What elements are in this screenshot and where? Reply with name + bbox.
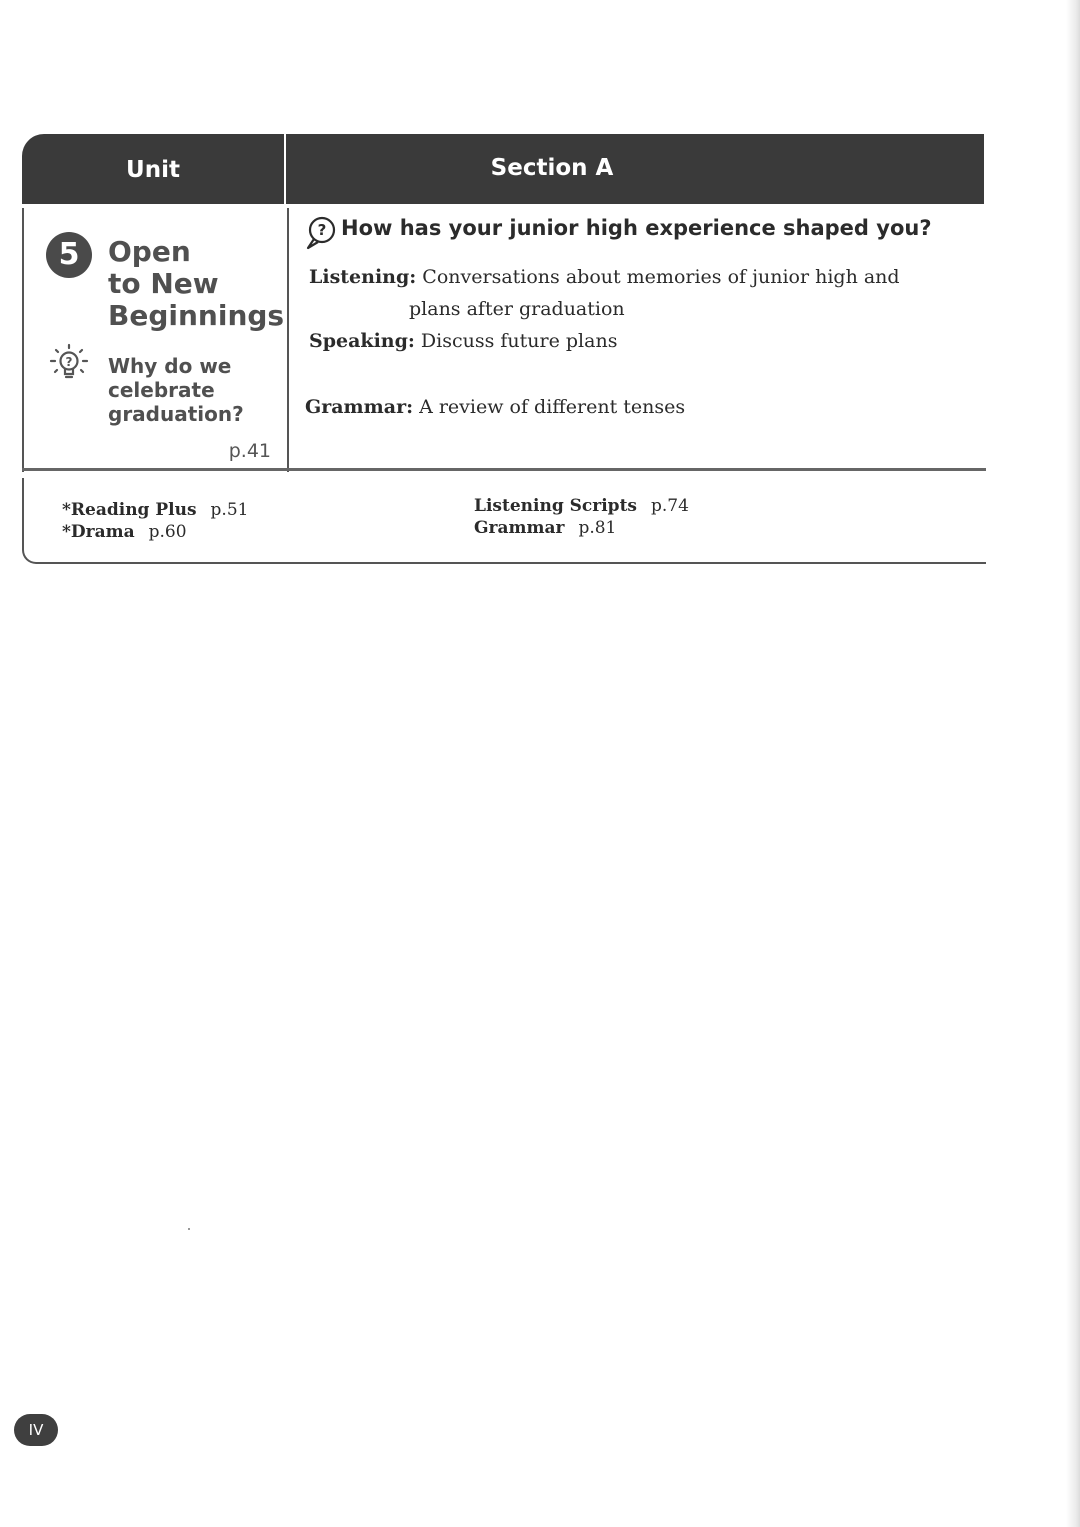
lightbulb-icon bbox=[48, 342, 90, 386]
unit-title[interactable] bbox=[108, 236, 284, 332]
unit-cell bbox=[22, 208, 289, 472]
table-of-contents bbox=[22, 128, 986, 568]
unit-page-number[interactable]: p.41 bbox=[228, 440, 271, 462]
section-a-cell bbox=[287, 208, 984, 472]
speaking-label: Speaking: bbox=[309, 330, 415, 352]
appendix-item-listening-scripts[interactable] bbox=[474, 496, 689, 516]
svg-text:?: ? bbox=[317, 221, 327, 239]
section-question: How has your junior high experience shaped you? bbox=[341, 216, 932, 240]
page-edge-shadow bbox=[1066, 0, 1080, 1527]
appendix-item-name: Listening Scripts bbox=[474, 496, 637, 516]
appendix-item-page: p.81 bbox=[578, 518, 617, 538]
grammar-label: Grammar: bbox=[305, 396, 414, 418]
appendix-item-drama[interactable] bbox=[62, 522, 187, 542]
unit-big-question bbox=[108, 354, 244, 426]
appendix-item-page: p.51 bbox=[210, 500, 249, 520]
speaking-text: Discuss future plans bbox=[420, 330, 618, 352]
table-divider bbox=[22, 468, 986, 471]
grammar-text: A review of different tenses bbox=[419, 396, 686, 418]
unit-number-badge: 5 bbox=[46, 232, 92, 278]
unit-question-line: graduation? bbox=[108, 402, 244, 426]
appendix-item-name: *Drama bbox=[62, 522, 135, 542]
svg-text:?: ? bbox=[65, 355, 73, 369]
appendix-item-reading-plus[interactable] bbox=[62, 500, 248, 520]
appendix-item-name: *Reading Plus bbox=[62, 500, 197, 520]
appendix-item-page: p.60 bbox=[148, 522, 187, 542]
speaking-row bbox=[309, 330, 617, 352]
scan-speck bbox=[188, 1228, 190, 1230]
page-number-badge: IV bbox=[14, 1414, 58, 1446]
unit-title-line: Open bbox=[108, 235, 191, 268]
appendix-row bbox=[22, 478, 986, 564]
unit-question-line: celebrate bbox=[108, 378, 215, 402]
unit-question-line: Why do we bbox=[108, 354, 232, 378]
appendix-item-grammar[interactable] bbox=[474, 518, 616, 538]
listening-label: Listening: bbox=[309, 266, 417, 288]
listening-text: Conversations about memories of junior high and bbox=[422, 266, 900, 288]
table-header bbox=[22, 134, 984, 204]
appendix-item-page: p.74 bbox=[651, 496, 689, 516]
unit-title-line: to New bbox=[108, 267, 219, 300]
unit-title-line: Beginnings bbox=[108, 299, 285, 332]
grammar-row bbox=[305, 396, 685, 418]
appendix-item-name: Grammar bbox=[474, 518, 565, 538]
section-a-column-header: Section A bbox=[490, 155, 614, 181]
question-mark-speech-bubble-icon bbox=[305, 216, 337, 250]
unit-column-header: Unit bbox=[126, 157, 180, 183]
listening-text-continued: plans after graduation bbox=[409, 298, 625, 320]
listening-row bbox=[309, 266, 900, 288]
